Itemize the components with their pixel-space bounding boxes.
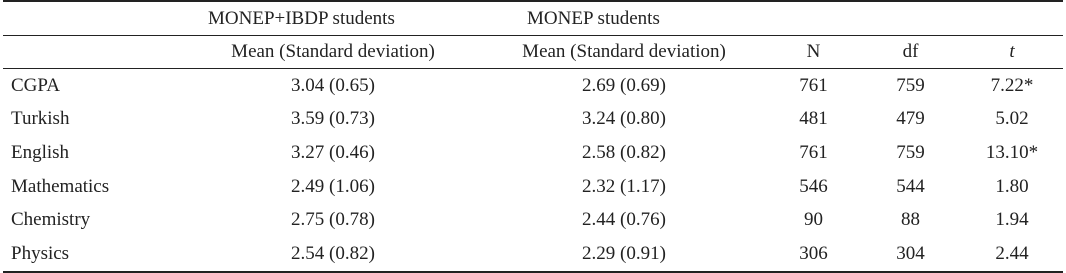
ibdp-mean-sd-cell: 3.59 (0.73) [291,108,375,130]
comparison-table [3,0,1063,273]
df-cell: 759 [896,74,925,96]
ibdp-mean-sd-cell: 3.27 (0.46) [291,141,375,163]
ibdp-mean-sd-cell: 2.75 (0.78) [291,209,375,231]
group-header-monep: MONEP students [481,1,767,36]
subject-cell: Chemistry [11,209,91,231]
table-row [3,136,1063,170]
t-cell: 1.94 [995,209,1029,231]
n-cell: 761 [799,141,828,163]
table-row [3,103,1063,137]
t-cell: 13.10* [985,141,1039,163]
df-cell: 479 [896,108,925,130]
monep-mean-sd-cell: 2.69 (0.69) [582,74,666,96]
group-header-empty-t [961,1,1063,36]
df-cell: 88 [901,209,920,231]
subject-cell: Mathematics [11,175,110,197]
n-cell: 90 [804,209,823,231]
n-cell: 761 [799,74,828,96]
t-cell: 7.22* [990,74,1034,96]
column-header-ibdp-mean-sd: Mean (Standard deviation) [185,36,481,69]
t-cell: 1.80 [995,175,1029,197]
table-row [3,203,1063,237]
monep-mean-sd-cell: 2.32 (1.17) [582,175,666,197]
df-cell: 759 [896,141,925,163]
monep-mean-sd-cell: 2.58 (0.82) [582,141,666,163]
table-row [3,170,1063,204]
column-header-df: df [860,36,961,69]
column-header-subject [3,36,185,69]
ibdp-mean-sd-cell: 2.54 (0.82) [185,237,481,272]
subject-cell: Turkish [11,108,70,130]
table-row [3,69,1063,103]
n-cell: 481 [799,108,828,130]
column-header-monep-mean-sd: Mean (Standard deviation) [481,36,767,69]
column-header-row [3,36,1063,69]
t-cell: 2.44 [961,237,1063,272]
group-header-empty-df [860,1,961,36]
ibdp-mean-sd-cell: 2.49 (1.06) [291,175,375,197]
group-header-blank [3,1,185,36]
monep-mean-sd-cell: 3.24 (0.80) [582,108,666,130]
df-cell: 544 [896,175,925,197]
monep-mean-sd-cell: 2.44 (0.76) [582,209,666,231]
column-header-t: t [961,36,1063,69]
subject-cell: CGPA [11,74,60,96]
monep-mean-sd-cell: 2.29 (0.91) [481,237,767,272]
ibdp-mean-sd-cell: 3.04 (0.65) [291,74,375,96]
subject-cell: English [11,141,70,163]
group-header-empty-n [767,1,860,36]
df-cell: 304 [860,237,961,272]
n-cell: 546 [799,175,828,197]
group-header-monep-ibdp: MONEP+IBDP students [185,1,481,36]
column-header-n: N [767,36,860,69]
n-cell: 306 [767,237,860,272]
group-header-row [3,1,1063,36]
subject-cell: Physics [3,237,185,272]
t-cell: 5.02 [995,108,1029,130]
table-row [3,237,1063,272]
